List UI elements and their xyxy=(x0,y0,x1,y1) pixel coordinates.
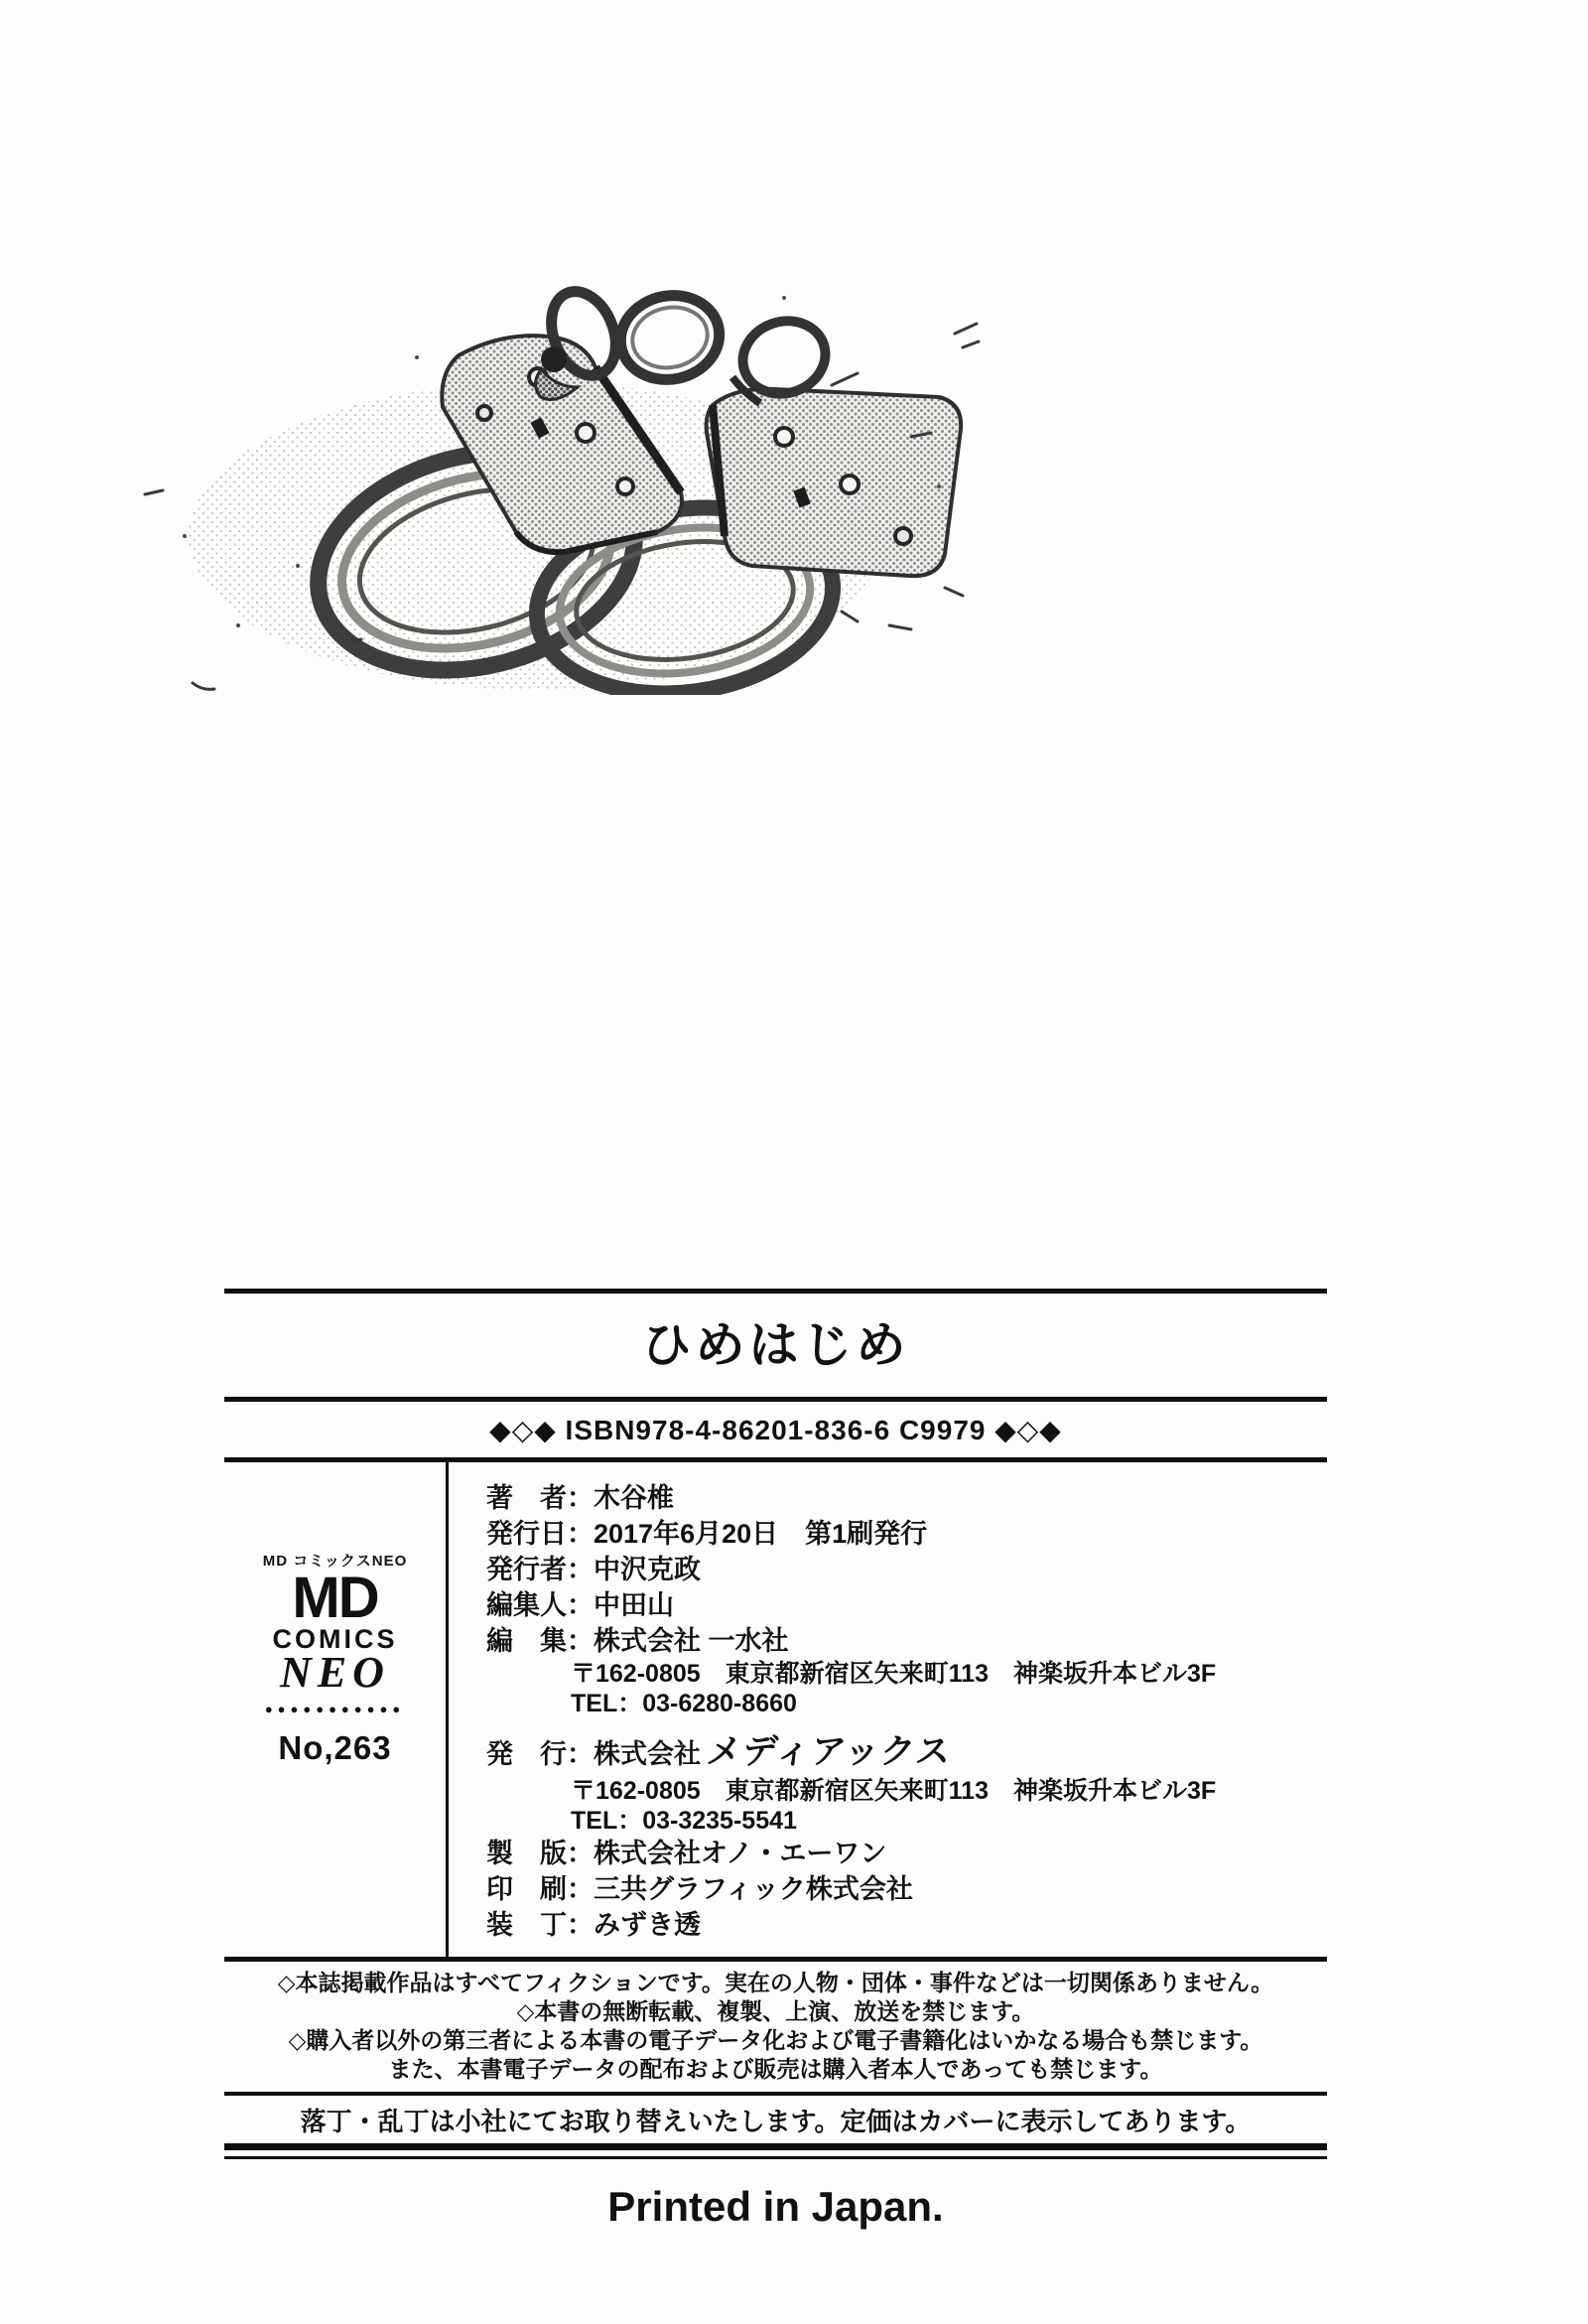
notice-no-digitization: ◇購入者以外の第三者による本書の電子データ化および電子書籍化はいかなる場合も禁じます。 xyxy=(288,2027,1263,2053)
detail-row-publish-date xyxy=(486,1516,1317,1552)
notice-no-reproduction: ◇本書の無断転載、複製、上演、放送を禁じます。 xyxy=(516,1998,1035,2024)
detail-row-book-design xyxy=(486,1907,1317,1943)
detail-value: 中沢克政 xyxy=(594,1555,701,1584)
detail-row-plate-making xyxy=(486,1836,1317,1871)
handcuffs-drawing-svg xyxy=(89,238,983,695)
detail-value: 三共グラフィック株式会社 xyxy=(594,1874,913,1904)
editing-address: 〒162-0805 東京都新宿区矢来町113 神楽坂升本ビル3F xyxy=(571,1660,1217,1688)
detail-row-chief-editor xyxy=(486,1587,1317,1623)
series-number: No,263 xyxy=(278,1728,392,1766)
detail-value: 株式会社オノ・エーワン xyxy=(594,1839,887,1868)
title-band xyxy=(224,1294,1327,1397)
detail-label: 印 刷： xyxy=(486,1874,594,1904)
legal-notices xyxy=(224,1962,1327,2092)
md-logo: MD xyxy=(292,1566,378,1630)
double-divider xyxy=(224,2143,1327,2159)
notice-fiction: ◇本誌掲載作品はすべてフィクションです。実在の人物・団体・事件などは一切関係ありません。 xyxy=(277,1970,1274,1995)
neo-logo-text: NEO xyxy=(280,1648,390,1698)
detail-row-publisher-company xyxy=(486,1730,1317,1776)
detail-row-printing xyxy=(486,1871,1317,1907)
detail-label: 製 版： xyxy=(486,1839,594,1868)
divider xyxy=(224,2156,1327,2159)
publication-details xyxy=(446,1462,1327,1957)
detail-label: 編 集： xyxy=(486,1626,594,1656)
printed-in-japan: Printed in Japan. xyxy=(607,2183,944,2230)
detail-value: 2017年6月20日 第1刷発行 xyxy=(594,1519,928,1549)
isbn-text: ◆◇◆ ISBN978-4-86201-836-6 C9979 ◆◇◆ xyxy=(489,1414,1062,1445)
detail-row-publisher-person xyxy=(486,1552,1317,1587)
publication-table xyxy=(224,1462,1327,1957)
editing-phone: TEL：03-6280-8660 xyxy=(571,1690,797,1717)
detail-label: 編集人： xyxy=(486,1590,594,1620)
comics-logo-text: COMICS xyxy=(272,1624,398,1655)
book-title: ひめはじめ xyxy=(641,1317,910,1373)
detail-value: 中田山 xyxy=(594,1590,674,1620)
detail-value: 木谷椎 xyxy=(594,1483,674,1513)
detail-value: 株式会社 一水社 xyxy=(594,1626,789,1656)
publisher-logo-column xyxy=(224,1462,446,1957)
detail-value: みずき透 xyxy=(594,1910,701,1940)
detail-label: 著 者： xyxy=(486,1483,594,1513)
publisher-phone: TEL：03-3235-5541 xyxy=(571,1807,797,1835)
publisher-address: 〒162-0805 東京都新宿区矢来町113 神楽坂升本ビル3F xyxy=(571,1777,1217,1805)
detail-value: 株式会社 xyxy=(594,1739,701,1769)
handcuffs-illustration xyxy=(89,238,983,695)
detail-label: 装 丁： xyxy=(486,1910,594,1940)
dots-ornament: ●●●●●●●●●●● xyxy=(264,1701,406,1716)
detail-row-author xyxy=(486,1480,1317,1516)
isbn-band xyxy=(224,1402,1327,1457)
replacement-band xyxy=(224,2096,1327,2143)
detail-label: 発 行： xyxy=(486,1739,594,1769)
divider xyxy=(224,2143,1327,2150)
md-comics-neo-small-label: MD コミックスNEO xyxy=(262,1553,408,1570)
notice-no-distribution: また、本書電子データの配布および販売は購入者本人であっても禁じます。 xyxy=(388,2056,1163,2082)
colophon-block xyxy=(224,1289,1327,2231)
replacement-notice: 落丁・乱丁は小社にてお取り替えいたします。定価はカバーに表示してあります。 xyxy=(300,2106,1252,2136)
detail-row-editing xyxy=(486,1623,1317,1659)
detail-label: 発行者： xyxy=(486,1555,594,1584)
detail-label: 発行日： xyxy=(486,1519,594,1549)
mediax-logo-text: メディアックス xyxy=(705,1732,954,1771)
